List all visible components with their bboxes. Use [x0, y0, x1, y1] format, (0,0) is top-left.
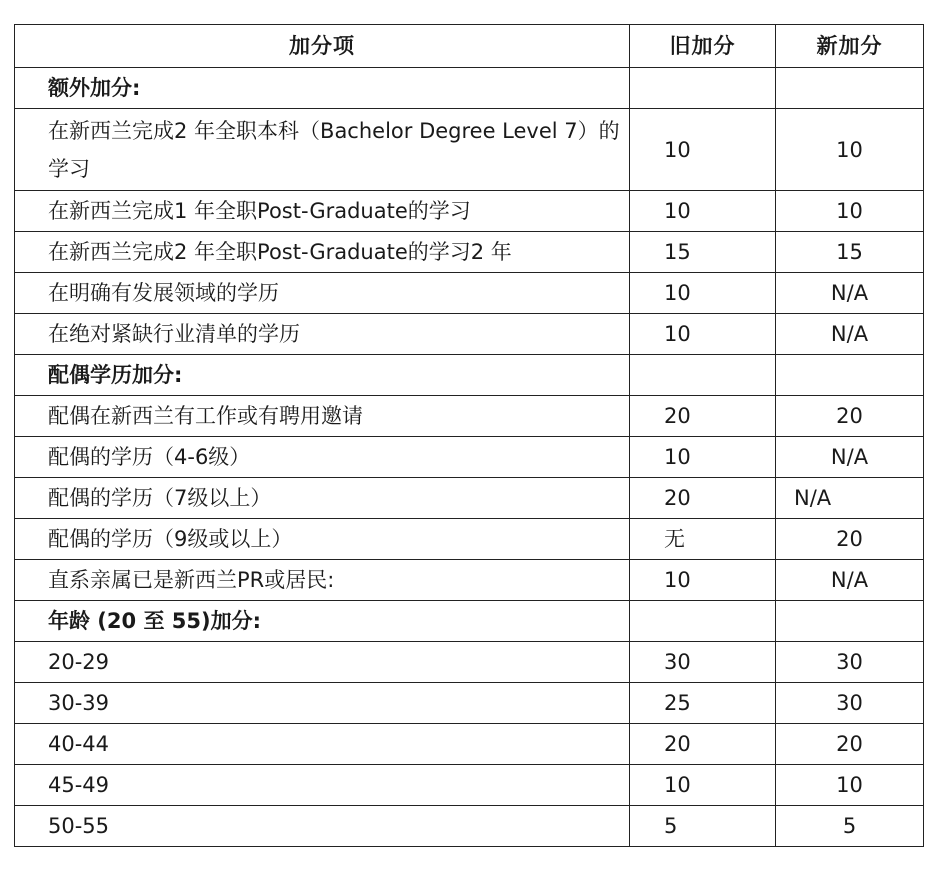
column-header-item: 加分项 [15, 25, 630, 68]
new-points-cell: N/A [776, 478, 924, 519]
table-row [15, 314, 924, 355]
old-points-cell: 30 [630, 642, 776, 683]
old-points-cell: 10 [630, 765, 776, 806]
section-title: 配偶学历加分: [15, 355, 630, 396]
table-row [15, 191, 924, 232]
table-row [15, 273, 924, 314]
section-title: 额外加分: [15, 68, 630, 109]
column-header-old-points: 旧加分 [630, 25, 776, 68]
item-cell: 在新西兰完成2 年全职Post-Graduate的学习2 年 [15, 232, 630, 273]
new-points-cell: 15 [776, 232, 924, 273]
old-points-cell [630, 355, 776, 396]
old-points-cell: 20 [630, 724, 776, 765]
old-points-cell: 5 [630, 806, 776, 847]
table-row [15, 109, 924, 191]
item-cell: 配偶的学历（9级或以上） [15, 519, 630, 560]
table-row [15, 765, 924, 806]
old-points-cell: 10 [630, 191, 776, 232]
section-row-extra-points [15, 68, 924, 109]
section-row-spouse-points [15, 355, 924, 396]
old-points-cell: 20 [630, 396, 776, 437]
new-points-cell: 10 [776, 765, 924, 806]
item-cell: 45-49 [15, 765, 630, 806]
old-points-cell: 10 [630, 437, 776, 478]
points-comparison-table [14, 24, 924, 847]
new-points-cell: 10 [776, 191, 924, 232]
old-points-cell: 10 [630, 273, 776, 314]
new-points-cell: 30 [776, 642, 924, 683]
item-cell: 在新西兰完成1 年全职Post-Graduate的学习 [15, 191, 630, 232]
old-points-cell: 20 [630, 478, 776, 519]
item-cell: 50-55 [15, 806, 630, 847]
old-points-cell [630, 68, 776, 109]
item-cell: 30-39 [15, 683, 630, 724]
old-points-cell: 10 [630, 560, 776, 601]
old-points-cell: 10 [630, 109, 776, 191]
new-points-cell [776, 68, 924, 109]
new-points-cell: 20 [776, 519, 924, 560]
table-row [15, 232, 924, 273]
table-row [15, 396, 924, 437]
new-points-cell: N/A [776, 314, 924, 355]
table-row [15, 724, 924, 765]
old-points-cell: 无 [630, 519, 776, 560]
new-points-cell: 10 [776, 109, 924, 191]
new-points-cell: 5 [776, 806, 924, 847]
table-row [15, 806, 924, 847]
new-points-cell [776, 601, 924, 642]
item-cell: 40-44 [15, 724, 630, 765]
section-row-age-points [15, 601, 924, 642]
item-cell: 直系亲属已是新西兰PR或居民: [15, 560, 630, 601]
old-points-cell: 15 [630, 232, 776, 273]
item-cell: 配偶的学历（4-6级） [15, 437, 630, 478]
new-points-cell: 20 [776, 396, 924, 437]
old-points-cell: 10 [630, 314, 776, 355]
table-row [15, 437, 924, 478]
old-points-cell [630, 601, 776, 642]
new-points-cell: N/A [776, 273, 924, 314]
new-points-cell: 20 [776, 724, 924, 765]
item-cell: 20-29 [15, 642, 630, 683]
item-cell: 在新西兰完成2 年全职本科（Bachelor Degree Level 7）的学习 [15, 109, 630, 191]
table-row [15, 478, 924, 519]
item-cell: 配偶的学历（7级以上） [15, 478, 630, 519]
new-points-cell: N/A [776, 560, 924, 601]
item-cell: 在明确有发展领域的学历 [15, 273, 630, 314]
item-cell: 在绝对紧缺行业清单的学历 [15, 314, 630, 355]
new-points-cell: 30 [776, 683, 924, 724]
table-header-row [15, 25, 924, 68]
table-row [15, 519, 924, 560]
table-row [15, 642, 924, 683]
item-cell: 配偶在新西兰有工作或有聘用邀请 [15, 396, 630, 437]
new-points-cell: N/A [776, 437, 924, 478]
new-points-cell [776, 355, 924, 396]
table-row [15, 560, 924, 601]
old-points-cell: 25 [630, 683, 776, 724]
section-title: 年龄 (20 至 55)加分: [15, 601, 630, 642]
column-header-new-points: 新加分 [776, 25, 924, 68]
table-row [15, 683, 924, 724]
